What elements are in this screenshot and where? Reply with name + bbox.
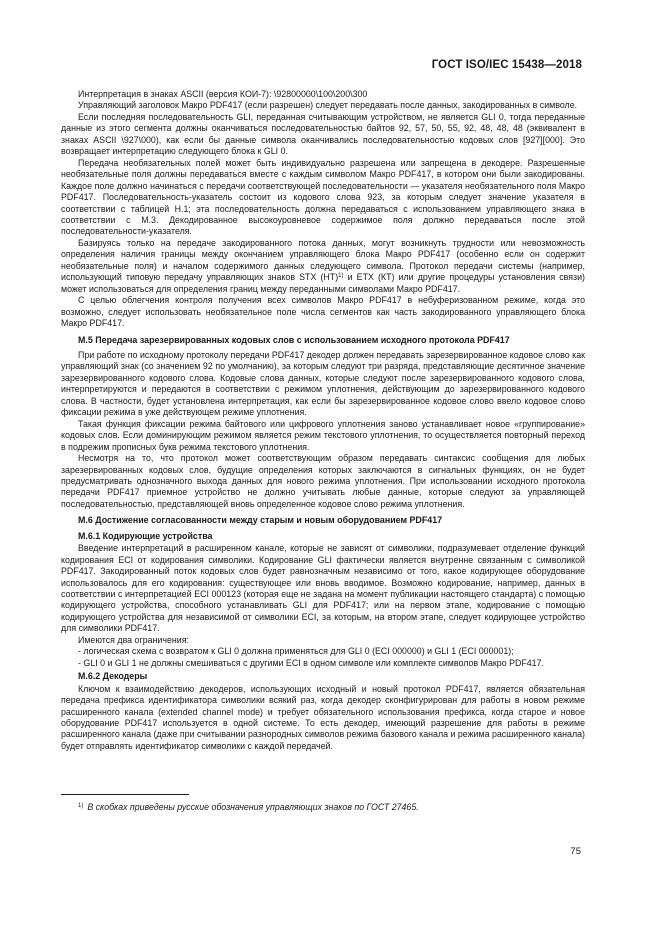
- paragraph-boundary-text-b: и ETX (КТ) или другие процедуры установления связи) может использоваться для определения границ между переданными символами Макро PDF417.: [61, 272, 585, 294]
- paragraph-m6-1-restrictions: Имеются два ограничения:: [78, 634, 189, 645]
- list-item: - GLI 0 и GLI 1 не должны смешиваться с другими ECI в одном символе или комплекте символов Макро PDF417.: [78, 657, 544, 668]
- paragraph-m6-1-encoders: Введение интерпретаций в расширенном канале, которые не зависят от символики, подразумевает отделение функций кодирования ECI от кодирования символики. Кодирование GLI фактически является внутренне связанным с символикой PDF417. Закодированный поток кодовых слов будет равнозначным независимо от того, какое кодирующее оборудование использовалось для его кодирования: существующее или вновь вводимое. Возможно кодирование, например, данных в соответствии с интерпретацией ECI 000123 (которая еще не задана на момент публикации настоящего стандарта) с помощью кодирующего устройства, способного устанавливать GLI для PDF417; или на первом этапе, кодирование с помощью кодирующего устройства для независимой от символики ECI, за которым, на втором этапе, следует кодирующее устройство для символики PDF417.: [61, 543, 585, 634]
- footnote-text: В скобках приведены русские обозначения управляющих знаков по ГОСТ 27465.: [87, 802, 419, 812]
- subsection-heading-m6-1: М.6.1 Кодирующие устройства: [78, 530, 213, 541]
- paragraph-segment-count: С целью облегчения контроля получения всех символов Макро PDF417 в небуферизованном режиме, когда это возможно, следует использовать необязательное поле числа сегментов как часть закодированного управляющего блока Макро PDF417.: [61, 295, 585, 329]
- paragraph-m6-2-decoders: Ключом к взаимодействию декодеров, использующих исходный и новый протокол PDF417, является обязательная передача префикса идентификатора символики всякий раз, когда декодер сконфигурирован для работы в новом режиме расширенного канала (extended channel mode) и требует обязательного использования префикса, когда старое и новое оборудование PDF417 используется в одной системе. То есть декодер, имеющий разрешение для работы в режиме расширенного канала (даже при считывании разнородных символов режима базового канала и режима расширенного канала) будет отправлять идентификатор символики с каждой передачей.: [61, 683, 585, 751]
- section-heading-m6: М.6 Достижение согласованности между старым и новым оборудованием PDF417: [78, 515, 443, 526]
- section-heading-m5: М.5 Передача зарезервированных кодовых слов с использованием исходного протокола PDF417: [78, 334, 510, 345]
- paragraph-ascii-interpretation: Интерпретация в знаках ASCII (версия КОИ-7): \92800000\100\200\300: [78, 89, 368, 99]
- paragraph-macro-header: Управляющий заголовок Макро PDF417 (если разрешен) следует передавать после данных, закодированных в символе.: [78, 100, 578, 111]
- footnote: [78, 801, 578, 813]
- list-item: - логическая схема с возвратом к GLI 0 должна применяться для GLI 0 (ECI 000000) и GLI 1 (ECI 000001);: [78, 646, 514, 657]
- paragraph-m5-mode-latch: Такая функция фиксации режима байтового или цифрового уплотнения заново устанавливает новое «группирование» кодовых слов. Если доминирующим режимом является режим текстового уплотнения, то осуществляется повторный переход в подрежим прописных букв режима текстового уплотнения.: [61, 418, 585, 452]
- paragraph-boundary-detection: [61, 238, 585, 295]
- paragraph-m5-reserved-codewords: При работе по исходному протоколу передачи PDF417 декодер должен передавать зарезервированное кодовое слово как управляющий знак (со значением 92 по умолчанию), за которым следуют три разряда, представляющие десятичное значение зарезервированного кодового слова. Кодовые слова данных, которые следуют после зарезервированного кодового слова, интерпретируются и передаются в соответствии с режимом уплотнения, действующим до зарезервированного кодового слова. В частности, будет установлена интерпретация, как если бы зарезервированное кодовое слово ввело кодовое слово фиксации режима в уже действующем режиме уплотнения.: [61, 349, 585, 418]
- paragraph-gli-sequence: Если последняя последовательность GLI, переданная считывающим устройством, не является GLI 0, тогда переданные данные из этого сегмента должны оканчиваться последовательностью байтов 92, 57, 50, 55, 92, 48, 48, 48 (эквивалент в знаках ASCII \927\000), как если бы данные символа оканчивались последовательностью кодовых слов [927][000]. Это возвращает интерпретацию следующего блока к GLI 0.: [61, 111, 585, 157]
- page-number: 75: [570, 846, 581, 857]
- subsection-heading-m6-2: М.6.2 Декодеры: [78, 671, 148, 682]
- standard-header: ГОСТ ISO/IEC 15438—2018: [431, 59, 582, 71]
- page-body: [61, 89, 585, 752]
- restrictions-list: [61, 646, 585, 669]
- paragraph-boundary-text-a: Базируясь только на передаче закодированного потока данных, могут возникнуть трудности или невозможность определения наличия границы между окончанием управляющего блока Макро PDF417 (особенно если он содержит необязательные поля) и началом содержимого данных следующего символа. Протокол передачи системы (например, использующий типовую передачу управляющих знаков STX (НТ): [61, 237, 585, 283]
- footnote-mark: 1): [78, 803, 84, 809]
- footnote-divider: [61, 794, 189, 795]
- paragraph-optional-fields: Передача необязательных полей может быть индивидуально разрешена или запрещена в декодере. Разрешенные необязательные поля должны передаваться вместе с каждым символом Макро PDF417, в котором они были закодированы. Каждое поле должно начинаться с передачи соответствующей последовательности — указателя необязательного поля Макро PDF417. Последовательность-указатель состоит из кодового слова 923, за которым следует значение указателя в соответствии с таблицей Н.1; эта последовательность должна передаваться с использованием управляющего знака в соответствии с М.3. Декодированное высокоуровневое содержимое поля должно передаваться после этой последовательности-указателя.: [61, 157, 585, 237]
- footnote-reference: 1): [338, 273, 344, 280]
- paragraph-m5-protocol-limits: Несмотря на то, что протокол может соответствующим образом передавать синтаксис сообщения для любых зарезервированных кодовых слов, будущие определения которых заключаются в сигнальных функциях, он не будет предусматривать однозначного выхода данных для нового режима уплотнения. При использовании исходного протокола передачи PDF417 приемное устройство не должно учитывать любые данные, которые следуют за управляющей последовательностью, представляющей вновь определенное кодовое слово режима уплотнения.: [61, 453, 585, 509]
